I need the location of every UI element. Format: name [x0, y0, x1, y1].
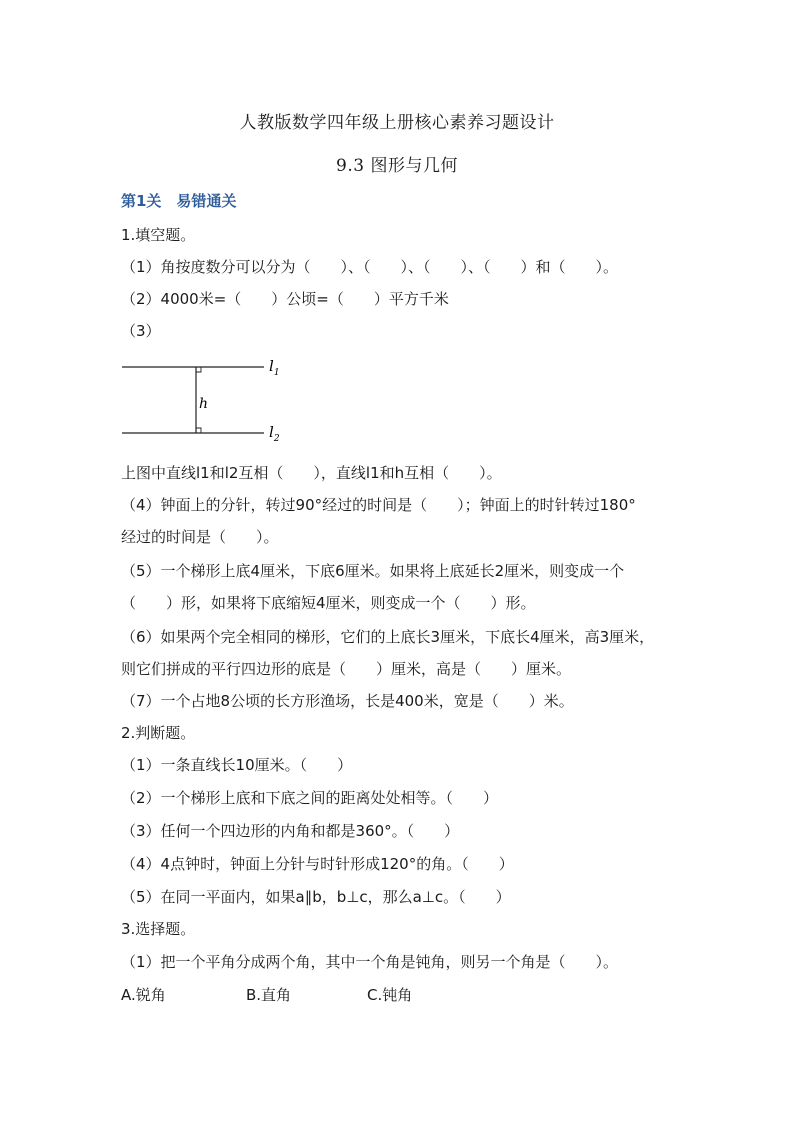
q2-item-1: （1）一条直线长10厘米。（ ） — [121, 756, 353, 774]
q3-heading: 3.选择题。 — [121, 920, 196, 938]
parallel-lines-figure — [118, 354, 298, 444]
q1-item-2: （2）4000米=（ ）公顷=（ ）平方千米 — [121, 290, 449, 308]
q1-item-6-line1: （6）如果两个完全相同的梯形，它们的上底长3厘米，下底长4厘米，高3厘米， — [121, 628, 655, 646]
page-title: 人教版数学四年级上册核心素养习题设计 — [239, 113, 555, 133]
right-angle-mark-top — [196, 367, 201, 372]
q1-item-3: （3） — [121, 322, 161, 340]
q2-heading: 2.判断题。 — [121, 724, 196, 742]
option-b: B.直角 — [246, 986, 292, 1004]
option-c: C.钝角 — [367, 986, 413, 1004]
q2-item-4: （4）4点钟时，钟面上分针与时针形成120°的角。（ ） — [121, 855, 514, 873]
q1-heading: 1.填空题。 — [121, 226, 196, 244]
section-heading: 第1关 易错通关 — [121, 192, 237, 210]
label-h: h — [199, 396, 209, 412]
q1-item-3-question: 上图中直线l1和l2互相（ ），直线l1和h互相（ ）。 — [121, 464, 502, 482]
q1-item-4-line2: 经过的时间是（ ）。 — [121, 528, 279, 546]
right-angle-mark-bottom — [196, 428, 201, 433]
q2-item-3: （3）任何一个四边形的内角和都是360°。（ ） — [121, 822, 460, 840]
q1-item-6-line2: 则它们拼成的平行四边形的底是（ ）厘米，高是（ ）厘米。 — [121, 660, 572, 678]
page-subtitle: 9.3 图形与几何 — [336, 156, 458, 176]
q1-item-4-line1: （4）钟面上的分针，转过90°经过的时间是（ ）；钟面上的时针转过180° — [121, 496, 636, 514]
option-a: A.锐角 — [121, 986, 166, 1004]
label-l2: $l_2$ — [269, 423, 280, 444]
q1-item-7: （7）一个占地8公顷的长方形渔场，长是400米，宽是（ ）米。 — [121, 692, 574, 710]
q3-item-1: （1）把一个平角分成两个角，其中一个角是钝角，则另一个角是（ ）。 — [121, 953, 619, 971]
q1-item-5-line2: （ ）形，如果将下底缩短4厘米，则变成一个（ ）形。 — [121, 594, 536, 612]
q1-item-1: （1）角按度数分可以分为（ ）、（ ）、（ ）、（ ）和（ ）。 — [121, 258, 619, 276]
q2-item-2: （2）一个梯形上底和下底之间的距离处处相等。（ ） — [121, 789, 499, 807]
label-l1: $l_1$ — [269, 357, 280, 378]
q2-item-5: （5）在同一平面内，如果a∥b，b⊥c，那么a⊥c。（ ） — [121, 888, 511, 906]
q1-item-5-line1: （5）一个梯形上底4厘米，下底6厘米。如果将上底延长2厘米，则变成一个 — [121, 562, 625, 580]
